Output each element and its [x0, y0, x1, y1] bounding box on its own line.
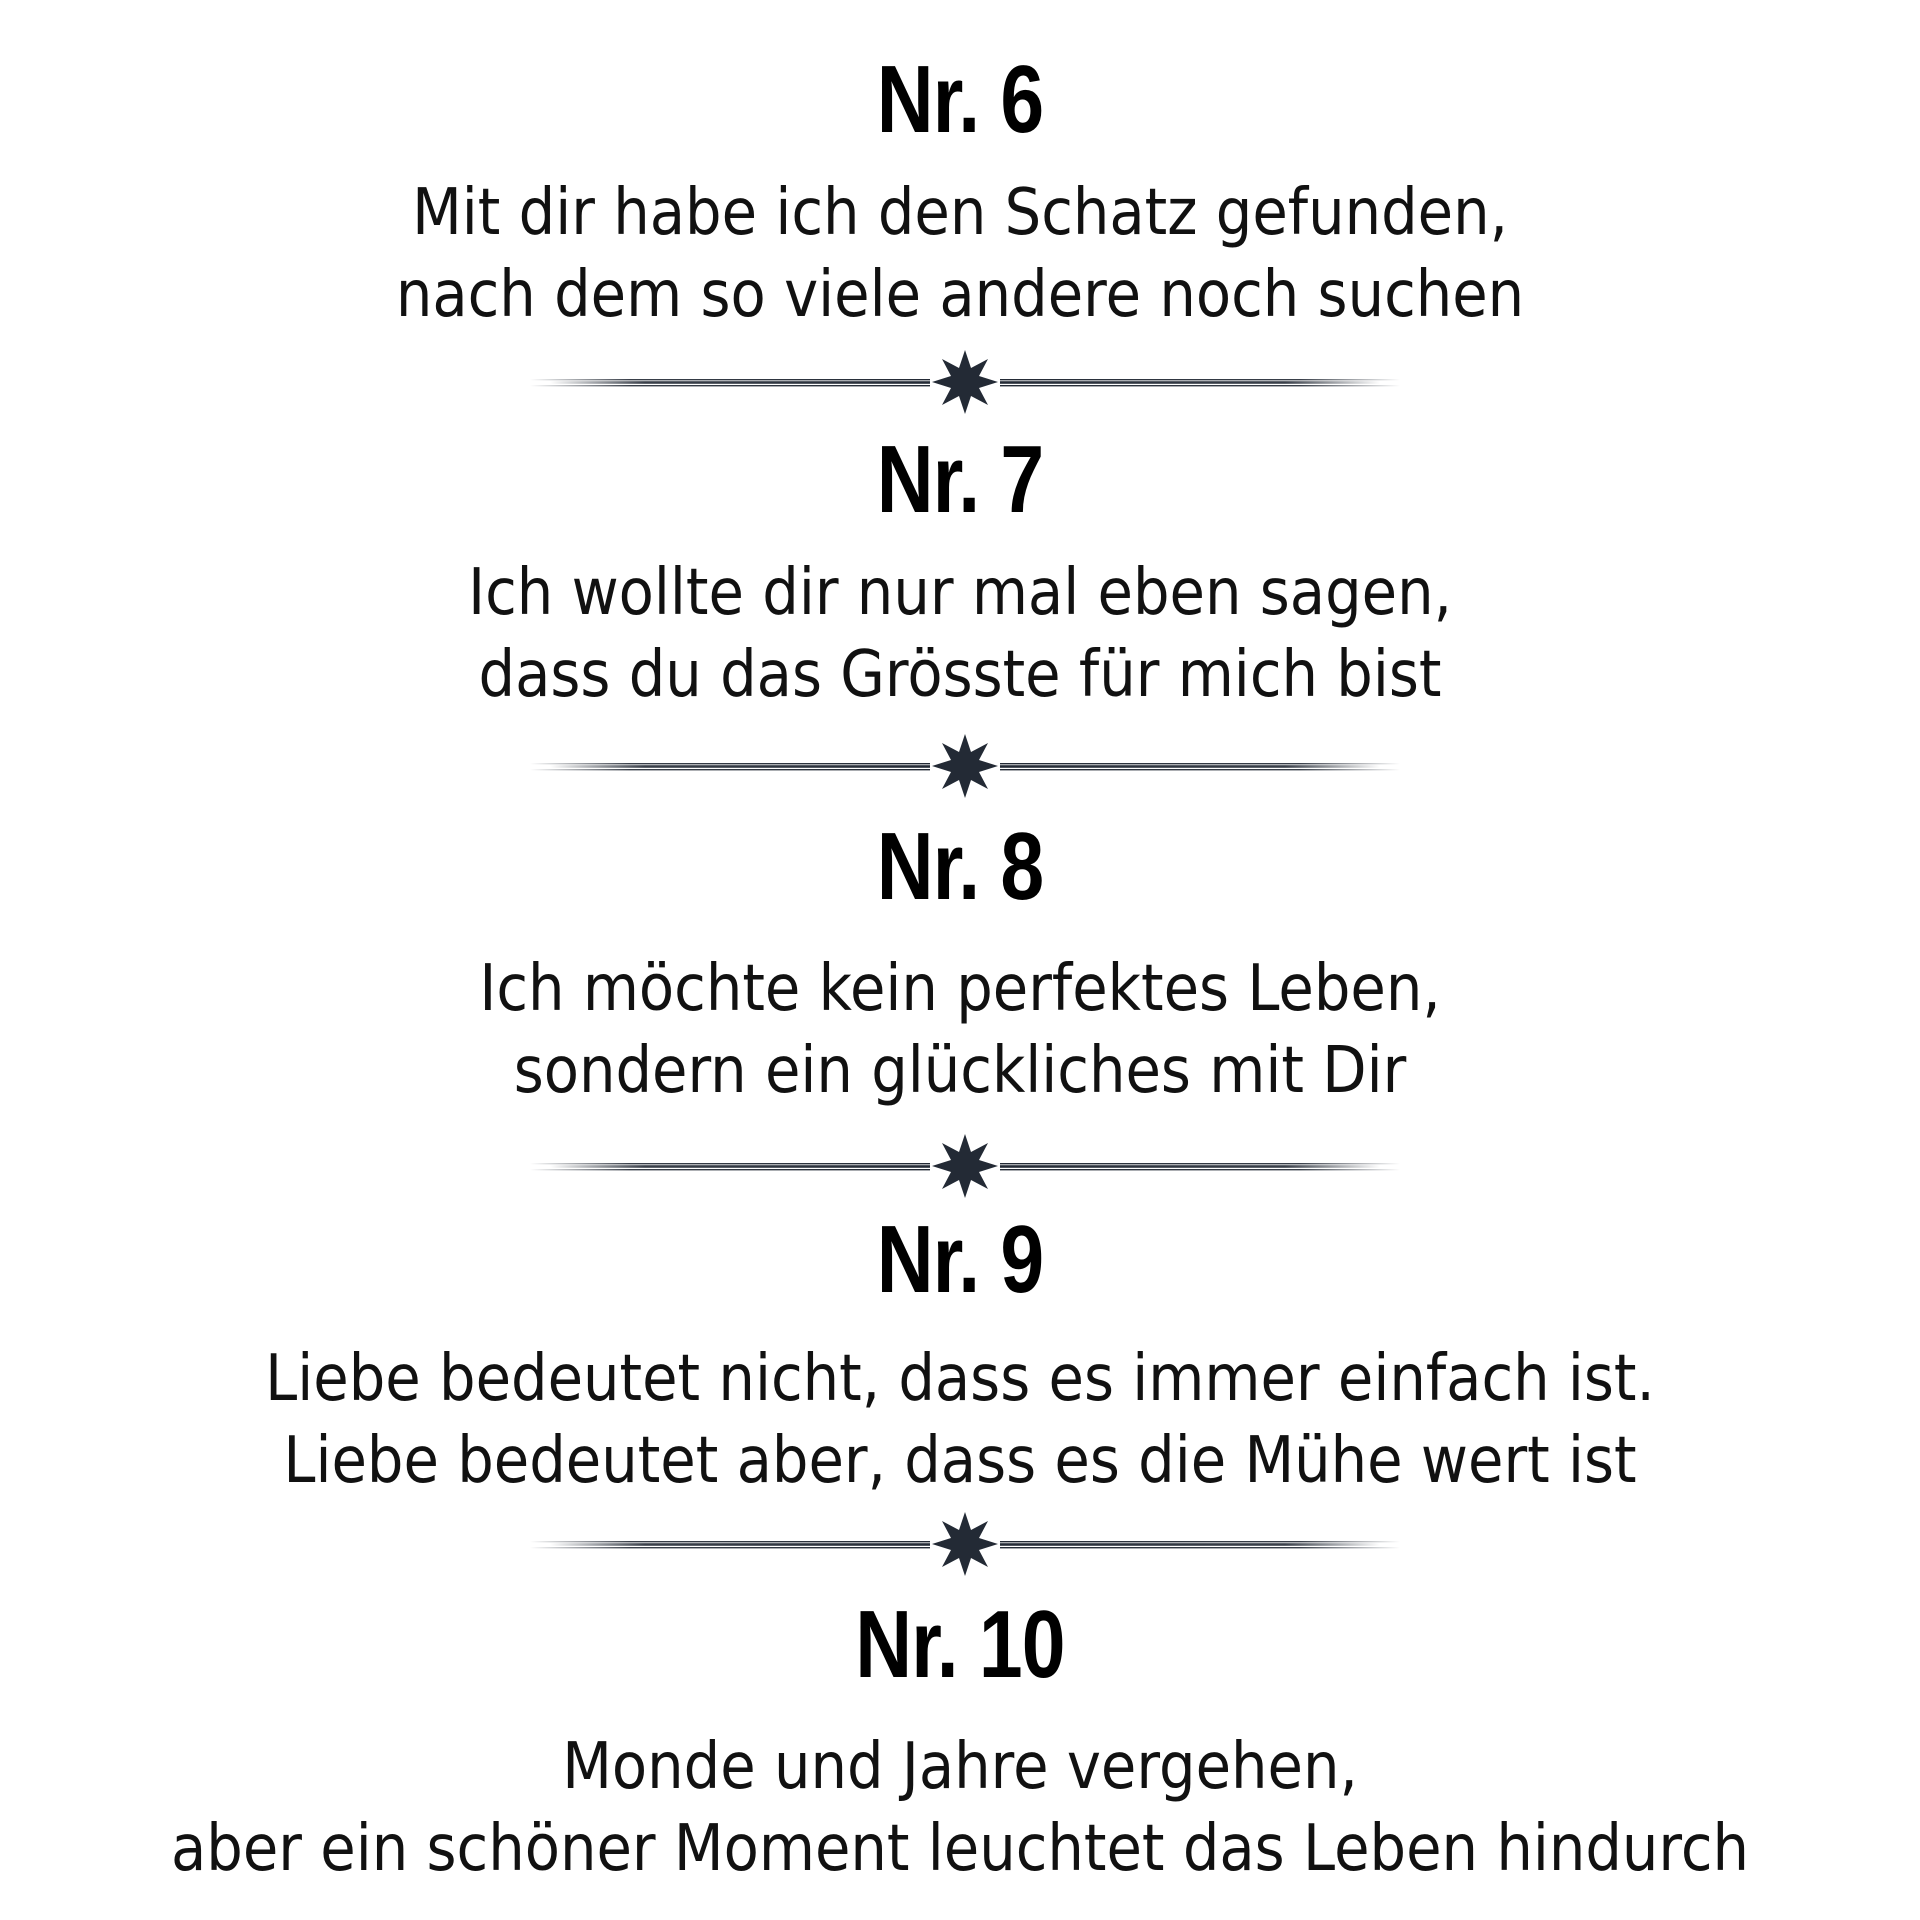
quote-line: Ich möchte kein perfektes Leben, [479, 952, 1441, 1026]
entry-quote [96, 172, 1824, 336]
quote-line: sondern ein glückliches mit Dir [513, 1034, 1407, 1108]
entry-title: Nr. 8 [876, 813, 1044, 920]
entry-quote [96, 552, 1824, 716]
quote-line: Mit dir habe ich den Schatz gefunden, [412, 176, 1508, 250]
entry-quote [96, 1338, 1824, 1502]
quote-line: dass du das Grösste für mich bist [478, 638, 1442, 712]
entry-title: Nr. 10 [855, 1591, 1065, 1698]
star-ornament-icon [530, 350, 1400, 414]
entry-title: Nr. 7 [876, 426, 1044, 533]
quote-line: Liebe bedeutet aber, dass es die Mühe wert ist [283, 1424, 1637, 1498]
star-ornament-icon [530, 1512, 1400, 1576]
quote-line: Ich wollte dir nur mal eben sagen, [468, 556, 1452, 630]
star-ornament-icon [530, 1134, 1400, 1198]
entry-quote [96, 1726, 1824, 1890]
quote-line: Liebe bedeutet nicht, dass es immer einfach ist. [265, 1342, 1655, 1416]
quote-line: Monde und Jahre vergehen, [562, 1730, 1358, 1804]
quote-line: nach dem so viele andere noch suchen [395, 258, 1525, 332]
quote-line: aber ein schöner Moment leuchtet das Leben hindurch [170, 1812, 1750, 1886]
entry-quote [96, 948, 1824, 1112]
entry-title: Nr. 9 [876, 1206, 1044, 1313]
entry-title: Nr. 6 [876, 46, 1044, 153]
star-ornament-icon [530, 734, 1400, 798]
